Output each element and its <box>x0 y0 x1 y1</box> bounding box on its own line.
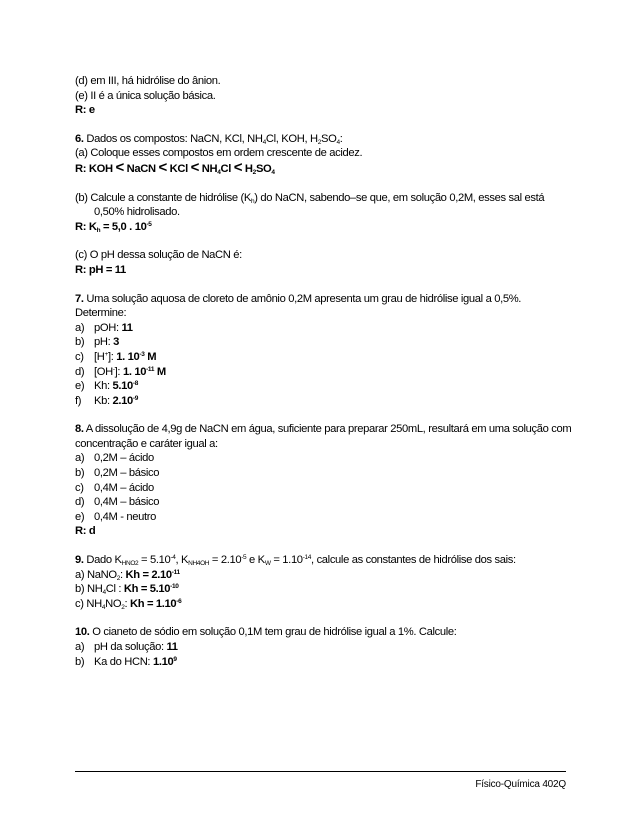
q7-intro: 7. Uma solução aquosa de cloreto de amônio 0,2M apresenta um grau de hidrólise igual a 0,5%. <box>75 292 522 305</box>
q9-intro: 9. Dado $K_{HNO2} = 5.10^{-4}$, $K_{NH4OH} = 2.10^{-5}$ e $K_W = 1.10^{-14}$, calcule as constantes de hidrólise dos sais: <box>75 554 516 568</box>
answer-e: R: e <box>75 104 95 117</box>
q7-item-f: f) Kb: $2.10^{-9}$ <box>75 394 138 407</box>
q9-item-b: b) $NH_4Cl$ : $Kh = 5.10^{-10}$ <box>75 583 179 597</box>
q7-item-e: e) Kh: $5.10^{-8}$ <box>75 380 138 393</box>
q7-determine: Determine: <box>75 307 127 320</box>
q10-intro: 10. O cianeto de sódio em solução 0,1M tem grau de hidrólise igual a 1%. Calcule: <box>75 626 457 639</box>
q10-item-b: b) Ka do HCN: 1.10$^9$ <box>75 655 177 668</box>
q6-part-c: (c) O pH dessa solução de NaCN é: <box>75 249 242 262</box>
q8-option-e: e) 0,4M - neutro <box>75 510 156 523</box>
option-d-line: (d) em III, há hidrólise do ânion. <box>75 75 221 87</box>
q7-item-a: a) pOH: 11 <box>75 321 133 334</box>
q9-item-c: c) $NH_4NO_2$: $Kh = 1.10^{-6}$ <box>75 597 182 611</box>
q7-item-c: c) [H+]: 1. $10^{-3}$ M <box>75 350 157 363</box>
q6-intro: 6. Dados os compostos: NaCN, KCl, $NH_4Cl$, KOH, $H_2SO_4$: <box>75 132 343 146</box>
q6-answer-c: R: pH = 11 <box>75 263 126 276</box>
q7-item-d: d) [OH-]: 1. $10^{-11}$ M <box>75 365 166 378</box>
q6-part-b: (b) Calcule a constante de hidrólise $(K_h)$ do NaCN, sabendo–se que, em solução 0,2M, esses sal está 0,50% hidrolisado. <box>75 191 545 219</box>
q6-answer-b: R: $K_h = 5,0$ . $10^{-5}$ <box>75 220 152 234</box>
q8-option-c: c) 0,4M – ácido <box>75 481 154 494</box>
footer-label: Físico-Química 402Q <box>475 779 566 790</box>
document-body <box>75 74 573 669</box>
q8-option-d: d) 0,4M – básico <box>75 496 160 509</box>
q8-option-b: b) 0,2M – básico <box>75 467 160 480</box>
q10-item-a: a) pH da solução: 11 <box>75 641 178 653</box>
q8-option-a: a) 0,2M – ácido <box>75 452 154 465</box>
q9-item-a: a) NaNO$_2$: $Kh = 2.10^{-11}$ <box>75 568 180 582</box>
q6-part-a: (a) Coloque esses compostos em ordem crescente de acidez. <box>75 147 363 160</box>
q6-answer-a: R: KOH < NaCN < KCl < $NH_4Cl < H_2SO_4$ <box>75 158 275 176</box>
q8-answer: R: d <box>75 525 96 538</box>
footer-divider <box>75 771 566 772</box>
q8-intro: 8. A dissolução de 4,9g de NaCN em água, suficiente para preparar 250mL, resultará em uma solução com concentração e caráter igual a: <box>75 423 572 450</box>
q7-item-b: b) pH: 3 <box>75 336 119 349</box>
option-e-line: (e) II é a única solução básica. <box>75 89 216 102</box>
